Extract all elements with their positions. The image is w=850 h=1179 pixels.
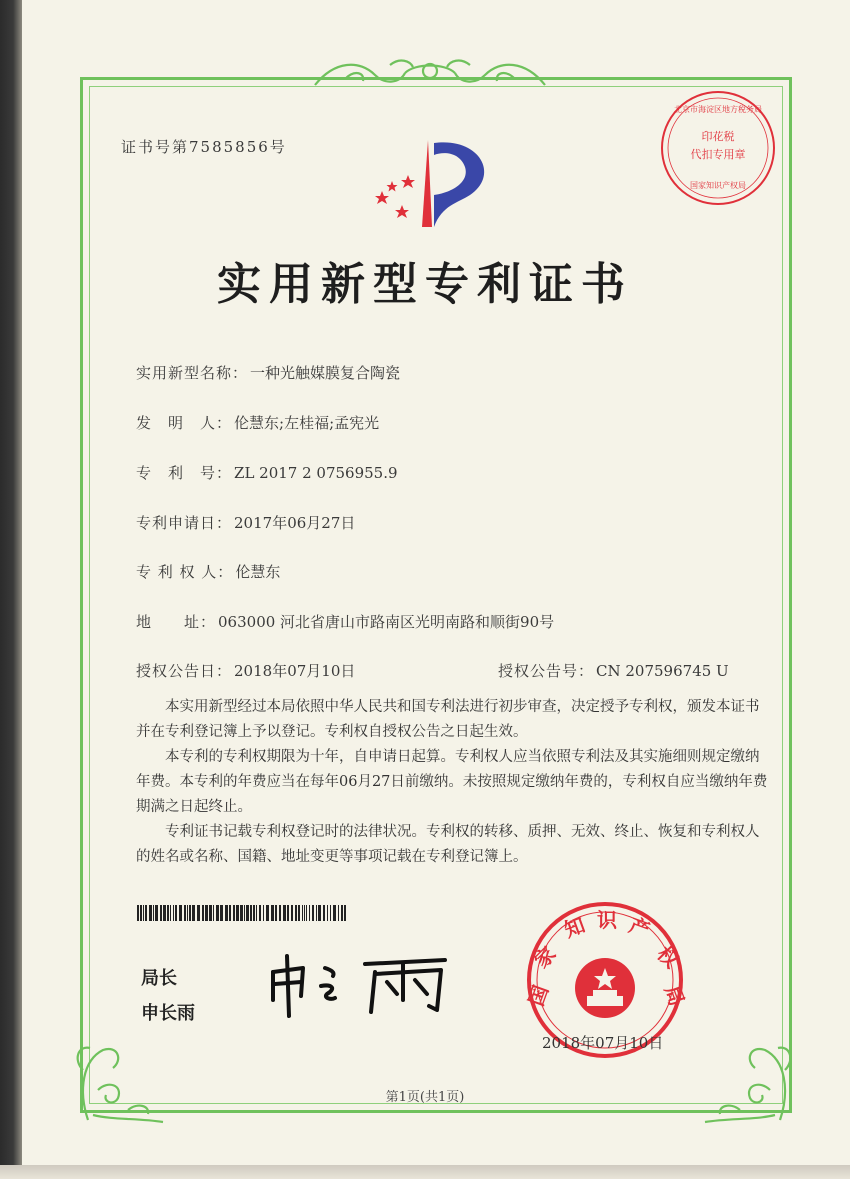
page-number: 第1页(共1页) xyxy=(385,1090,465,1105)
barcode-bar xyxy=(344,905,346,921)
field-filing-date xyxy=(136,512,355,533)
svg-text:印花税: 印花税 xyxy=(701,130,735,143)
svg-text:识: 识 xyxy=(597,908,617,932)
director-title: 局长 xyxy=(141,968,177,989)
svg-text:代扣专用章: 代扣专用章 xyxy=(690,148,746,161)
issue-date: 2018年07月10日 xyxy=(542,1034,664,1052)
barcode-bar xyxy=(184,905,186,921)
body-paragraph: 本专利的专利权期限为十年，自申请日起算。专利权人应当依照专利法及其实施细则规定缴纳年费。本专利的年费应当在每年06月27日前缴纳。未按照规定缴纳年费的，专利权自应当缴纳年费期满之日起终止。 xyxy=(136,749,768,815)
barcode-bar xyxy=(279,905,281,921)
field-value: 一种光触媒膜复合陶瓷 xyxy=(250,364,401,382)
barcode-bar xyxy=(137,905,139,921)
barcode-bar xyxy=(175,905,177,921)
field-inventor xyxy=(136,412,379,433)
barcode-bar xyxy=(229,905,231,921)
barcode-bar xyxy=(271,905,274,921)
barcode-bar xyxy=(179,905,182,921)
svg-text:北京市海淀区地方税务局: 北京市海淀区地方税务局 xyxy=(674,105,762,114)
field-publication-number xyxy=(498,660,729,681)
director-signature xyxy=(265,950,455,1020)
barcode-bar xyxy=(149,905,152,921)
barcode-bar xyxy=(216,905,219,921)
field-address xyxy=(136,611,554,632)
barcode-bar xyxy=(302,905,303,921)
field-label: 专 利 权 人： xyxy=(136,563,234,581)
body-paragraph: 本实用新型经过本局依照中华人民共和国专利法进行初步审查，决定授予专利权，颁发本证书并在专利登记簿上予以登记。专利权自授权公告之日起生效。 xyxy=(136,699,760,740)
barcode-bar xyxy=(295,905,297,921)
field-grant-date xyxy=(136,660,355,681)
field-value: 2018年07月10日 xyxy=(234,662,356,680)
barcode xyxy=(137,905,349,921)
body-paragraph: 专利证书记载专利权登记时的法律状况。专利权的转移、质押、无效、终止、恢复和专利权人的姓名或名称、国籍、地址变更等事项记载在专利登记簿上。 xyxy=(136,824,760,865)
field-label: 专 利 号： xyxy=(136,464,233,482)
svg-text:局: 局 xyxy=(659,982,690,1010)
scan-edge-bottom xyxy=(0,1165,850,1179)
scan-edge xyxy=(0,0,22,1179)
certificate-title: 实用新型专利证书 xyxy=(217,259,633,310)
field-value: 伦慧东;左桂福;孟宪光 xyxy=(234,414,380,432)
barcode-bar xyxy=(145,905,147,921)
barcode-bar xyxy=(256,905,257,921)
barcode-bar xyxy=(209,905,212,921)
barcode-bar xyxy=(240,905,243,921)
barcode-bar xyxy=(225,905,228,921)
field-value: ZL 2017 2 0756955.9 xyxy=(234,464,398,482)
top-ornament xyxy=(305,55,555,95)
barcode-bar xyxy=(250,905,252,921)
field-label: 专利申请日： xyxy=(136,514,233,532)
barcode-bar xyxy=(233,905,235,921)
barcode-bar xyxy=(316,905,317,921)
barcode-bar xyxy=(263,905,264,921)
svg-text:产: 产 xyxy=(625,912,653,943)
barcode-bar xyxy=(259,905,261,921)
barcode-bar xyxy=(306,905,307,921)
svg-text:权: 权 xyxy=(652,941,684,973)
barcode-bar xyxy=(309,905,310,921)
field-label: 地 址： xyxy=(136,613,217,631)
svg-text:国: 国 xyxy=(523,982,554,1010)
field-label: 授权公告号： xyxy=(498,662,595,680)
tax-stamp xyxy=(658,88,778,208)
barcode-bar xyxy=(155,905,158,921)
certificate-number: 证书号第7585856号 xyxy=(121,138,287,156)
barcode-bar xyxy=(244,905,245,921)
barcode-bar xyxy=(153,905,154,921)
field-patent-number xyxy=(136,462,398,483)
barcode-bar xyxy=(213,905,214,921)
barcode-bar xyxy=(327,905,328,921)
barcode-bar xyxy=(333,905,336,921)
barcode-bar xyxy=(298,905,300,921)
field-value: CN 207596745 U xyxy=(596,662,729,680)
barcode-bar xyxy=(189,905,191,921)
barcode-bar xyxy=(341,905,343,921)
barcode-bar xyxy=(160,905,162,921)
barcode-bar xyxy=(291,905,293,921)
field-label: 发 明 人： xyxy=(136,414,233,432)
field-label: 实用新型名称： xyxy=(136,364,249,382)
barcode-bar xyxy=(236,905,239,921)
field-value: 2017年06月27日 xyxy=(234,514,356,532)
barcode-bar xyxy=(202,905,204,921)
field-value: 063000 河北省唐山市路南区光明南路和顺街90号 xyxy=(218,613,555,631)
barcode-bar xyxy=(318,905,321,921)
barcode-bar xyxy=(312,905,314,921)
director-name: 申长雨 xyxy=(141,1003,195,1024)
barcode-bar xyxy=(163,905,166,921)
barcode-bar xyxy=(173,905,174,921)
barcode-bar xyxy=(246,905,249,921)
barcode-bar xyxy=(283,905,286,921)
svg-text:国家知识产权局: 国家知识产权局 xyxy=(690,181,746,190)
barcode-bar xyxy=(143,905,144,921)
barcode-bar xyxy=(275,905,277,921)
barcode-bar xyxy=(170,905,171,921)
barcode-bar xyxy=(304,905,305,921)
field-value: 伦慧东 xyxy=(235,563,281,581)
svg-text:知: 知 xyxy=(561,912,589,943)
barcode-bar xyxy=(253,905,255,921)
field-label: 授权公告日： xyxy=(136,662,233,680)
barcode-bar xyxy=(197,905,200,921)
barcode-bar xyxy=(167,905,169,921)
barcode-bar xyxy=(140,905,142,921)
corner-ornament-bottom-right xyxy=(690,1010,800,1130)
field-utility-model-name xyxy=(136,362,400,383)
patent-office-logo xyxy=(370,135,500,230)
barcode-bar xyxy=(287,905,289,921)
corner-ornament-bottom-left xyxy=(68,1010,178,1130)
barcode-bar xyxy=(266,905,269,921)
barcode-bar xyxy=(205,905,208,921)
barcode-bar xyxy=(220,905,223,921)
barcode-bar xyxy=(187,905,188,921)
barcode-bar xyxy=(323,905,325,921)
barcode-bar xyxy=(338,905,339,921)
svg-text:家: 家 xyxy=(529,941,561,973)
barcode-bar xyxy=(330,905,331,921)
field-patentee xyxy=(136,561,280,582)
barcode-bar xyxy=(192,905,195,921)
